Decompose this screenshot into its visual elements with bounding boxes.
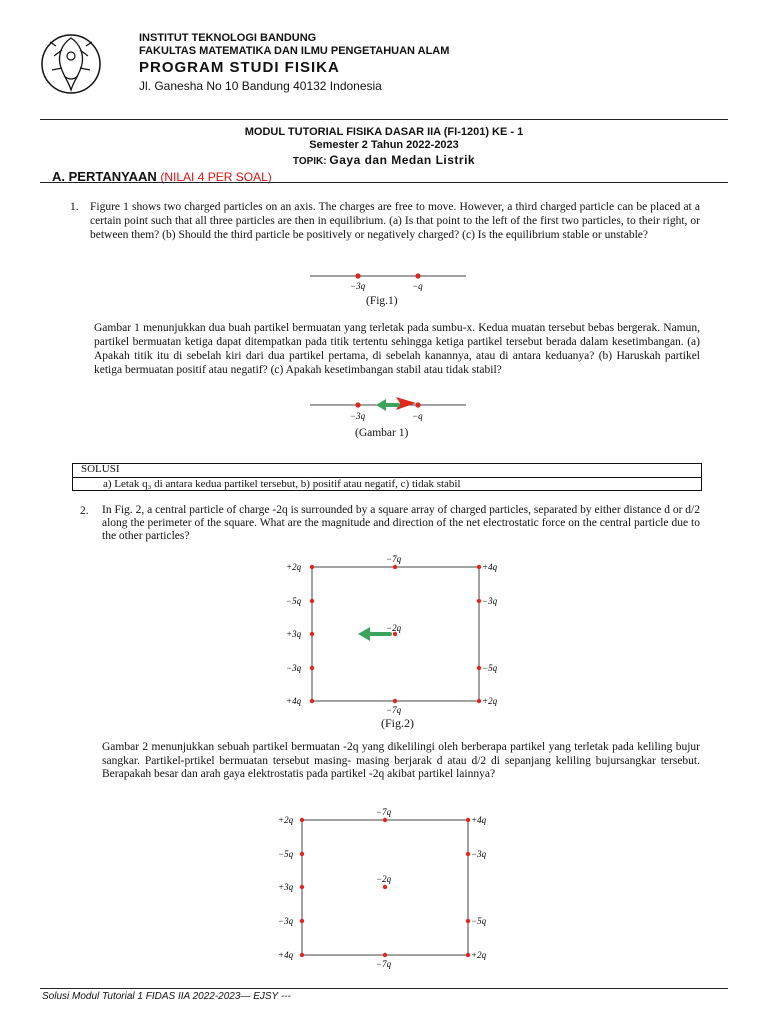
gambar1-charge-left [355, 402, 360, 407]
gambar2-label-tl: +2q [278, 815, 294, 825]
module-semester: Semester 2 Tahun 2022-2023 [309, 139, 459, 151]
section-divider [40, 182, 728, 183]
gambar2-label-br: +2q [471, 950, 487, 960]
fig1-caption: (Fig.1) [366, 295, 398, 307]
q1-text-english: Figure 1 shows two charged particles on an axis. The charges are free to move. However, a third charged particle can be placed at a certain point such that all three particles are then in equilibrium. (a) Is that point to the left of the first two particles, to their right, or between them? (b) Should the third particle be positively or negatively charged? (c) Is the equilibrium stable or unstable? [90, 201, 700, 241]
gambar2-label-right1: −3q [471, 849, 487, 859]
gambar1-caption: (Gambar 1) [355, 427, 409, 439]
ganesha-logo-icon [40, 30, 102, 98]
fig2-label-br: +2q [482, 696, 498, 706]
solution-label: SOLUSI [81, 463, 120, 475]
gambar-2 [270, 805, 510, 975]
fig2-label-bl: +4q [286, 696, 302, 706]
gambar2-label-right2: −5q [471, 916, 487, 926]
q2-number: 2. [80, 505, 89, 517]
gambar1-label-left: −3q [350, 411, 366, 421]
module-title: MODUL TUTORIAL FISIKA DASAR IIA (FI-1201) KE - 1 [244, 126, 524, 138]
gambar2-label-tr: +4q [471, 815, 487, 825]
fig1-charge-right [415, 273, 420, 278]
q1-text-indonesian: Gambar 1 menunjukkan dua buah partikel bermuatan yang terletak pada sumbu-x. Kedua muatan tersebut bebas bergerak. Namun, partikel bermuatan ketiga dapat ditempatkan pada titik tertentu sehingga ketiga partikel tersebut berada dalam kesetimbangan. (a) Apakah titik itu di sebelah kiri dari dua partikel pertama, di sebelah kanannya, atau di antara keduanya? (b) Haruskah partikel ketiga bermuatan positif atau negatif? (c) Apakah kesetimbangan stabil atau tidak stabil? [94, 322, 700, 376]
fig2-charges [310, 565, 481, 703]
gambar2-label-top: −7q [376, 807, 392, 817]
fig2-label-tr: +4q [482, 562, 498, 572]
section-title: A. PERTANYAAN [52, 169, 157, 184]
itb-logo [40, 30, 102, 98]
fig2-label-left1: −5q [286, 596, 302, 606]
gambar1-charge-right [415, 402, 420, 407]
figure-2 [270, 552, 510, 717]
program-name: PROGRAM STUDI FISIKA [139, 59, 340, 76]
fig2-label-right1: −3q [482, 596, 498, 606]
q2-text-english: In Fig. 2, a central particle of charge -2q is surrounded by a square array of charged particles, separated by either distance d or d/2 along the perimeter of the square. What are the magnitude and direction of the net electrostatic force on the central particle due to the other particles? [102, 504, 700, 542]
q2-text-indonesian: Gambar 2 menunjukkan sebuah partikel bermuatan -2q yang dikelilingi oleh berberapa partikel yang terletak pada keliling bujur sangkar. Partikel-prtikel bermuatan tersebut masing- masing berjarak d atau d/2 di sepanjang keliling bujursangkar tersebut. Berapakah besar dan arah gaya elektrostatis pada partikel -2q akibat partikel lainnya? [102, 741, 700, 780]
fig2-label-tl: +2q [286, 562, 302, 572]
fig2-label-center: −2q [386, 623, 402, 633]
gambar2-label-left3: −3q [278, 916, 294, 926]
solution-header-row [73, 464, 701, 478]
gambar2-label-left2: +3q [278, 882, 294, 892]
fig2-label-left2: +3q [286, 629, 302, 639]
section-note: (NILAI 4 PER SOAL) [160, 170, 272, 184]
footer-text: Solusi Modul Tutorial 1 FIDAS IIA 2022-2023— EJSY --- [42, 991, 291, 1002]
topic-label: TOPIK: [292, 156, 327, 167]
q1-number: 1. [70, 201, 79, 213]
solution-answer: a) Letak q₃ di antara kedua partikel tersebut, b) positif atau negatif, c) tidak stabil [103, 478, 461, 490]
fig1-charge-left [355, 273, 360, 278]
module-topic [0, 153, 768, 167]
gambar2-label-center: −2q [376, 874, 392, 884]
gambar2-label-bl: +4q [278, 950, 294, 960]
gambar2-label-bottom: −7q [376, 959, 392, 969]
faculty-name: FAKULTAS MATEMATIKA DAN ILMU PENGETAHUAN ALAM [139, 45, 450, 57]
gambar1-label-right: −q [412, 411, 423, 421]
solution-box [72, 463, 702, 491]
gambar2-label-left1: −5q [278, 849, 294, 859]
fig2-label-top: −7q [386, 554, 402, 564]
topic-value: Gaya dan Medan Listrik [329, 153, 476, 167]
header-divider [40, 119, 728, 120]
fig1-label-left: −3q [350, 281, 366, 291]
figure-1 [300, 268, 470, 318]
fig2-label-bottom: −7q [386, 705, 402, 715]
fig1-label-right: −q [412, 281, 423, 291]
fig2-label-right2: −5q [482, 663, 498, 673]
institution-name: INSTITUT TEKNOLOGI BANDUNG [139, 32, 317, 44]
footer-divider [40, 988, 728, 989]
fig2-label-left3: −3q [286, 663, 302, 673]
address: Jl. Ganesha No 10 Bandung 40132 Indonesia [139, 79, 382, 93]
gambar2-charges [300, 818, 470, 957]
fig2-caption: (Fig.2) [381, 716, 414, 730]
